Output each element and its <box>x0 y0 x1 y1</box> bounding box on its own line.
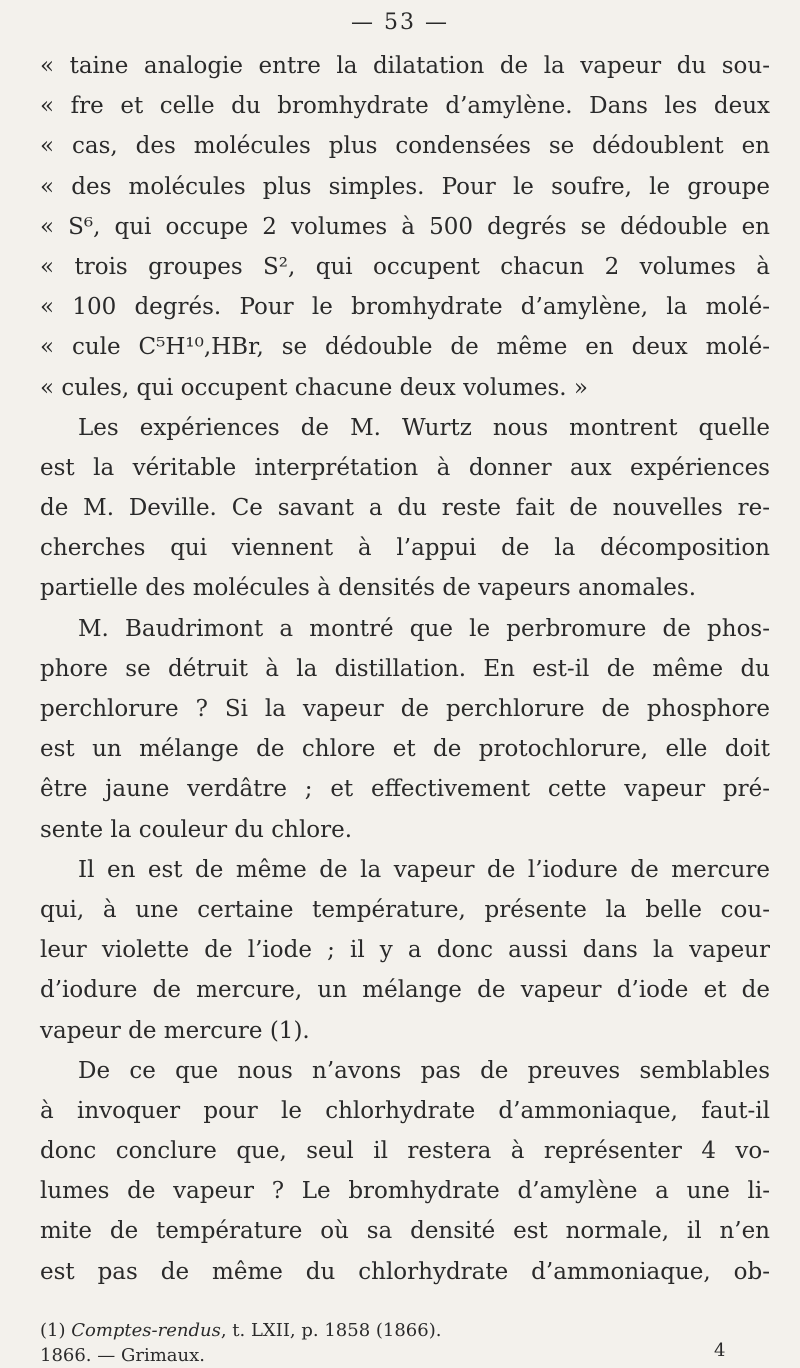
text-line: être jaune verdâtre ; et effectivement cette vapeur pré- <box>40 776 770 803</box>
text-line: est un mélange de chlore et de protochlorure, elle doit <box>40 736 770 763</box>
text-line: qui, à une certaine température, présente la belle cou- <box>40 896 770 923</box>
text-line: « 100 degrés. Pour le bromhydrate d’amylène, la molé- <box>40 294 770 321</box>
text-line: cherches qui viennent à l’appui de la décomposition <box>40 535 770 562</box>
text-line: de M. Deville. Ce savant a du reste fait de nouvelles re- <box>40 495 770 522</box>
text-line: « des molécules plus simples. Pour le soufre, le groupe <box>40 173 770 200</box>
footnote-line: 1866. — Grimaux. <box>40 1345 205 1366</box>
footnotes <box>40 1318 770 1368</box>
text-line: « taine analogie entre la dilatation de la vapeur du sou- <box>40 53 770 79</box>
text-line: mite de température où sa densité est normale, il n’en <box>40 1218 770 1245</box>
text-line: d’iodure de mercure, un mélange de vapeur d’iode et de <box>40 977 770 1004</box>
text-line: perchlorure ? Si la vapeur de perchlorure de phosphore <box>40 696 770 722</box>
text-line: Les expériences de M. Wurtz nous montrent quelle <box>78 414 770 441</box>
text-line: lumes de vapeur ? Le bromhydrate d’amylène a une li- <box>40 1178 770 1205</box>
text-line: « cas, des molécules plus condensées se dédoublent en <box>40 133 770 160</box>
text-line: « S⁶, qui occupe 2 volumes à 500 degrés se dédouble en <box>40 213 770 240</box>
signature-mark: 4 <box>714 1340 726 1361</box>
text-line: De ce que nous n’avons pas de preuves semblables <box>78 1057 770 1084</box>
text-line: vapeur de mercure (1). <box>40 1017 310 1044</box>
text-line: partielle des molécules à densités de vapeurs anomales. <box>40 575 697 602</box>
text-line: Il en est de même de la vapeur de l’iodure de mercure <box>78 856 770 883</box>
footnote-source-title: Comptes-rendus <box>71 1320 221 1341</box>
page-number: — 53 — <box>351 10 449 35</box>
text-line: sente la couleur du chlore. <box>40 816 353 843</box>
text-line: « fre et celle du bromhydrate d’amylène. Dans les deux <box>40 93 770 120</box>
body-text <box>40 46 770 1292</box>
text-line: donc conclure que, seul il restera à représenter 4 vo- <box>40 1138 770 1165</box>
text-line: M. Baudrimont a montré que le perbromure de phos- <box>78 615 770 642</box>
text-line: « cule C⁵H¹⁰,HBr, se dédouble de même en deux molé- <box>40 334 770 361</box>
text-line: « cules, qui occupent chacune deux volumes. » <box>40 374 588 401</box>
text-line: « trois groupes S², qui occupent chacun 2 volumes à <box>40 253 770 280</box>
text-line: est pas de même du chlorhydrate d’ammoniaque, ob- <box>40 1258 770 1285</box>
text-line: leur violette de l’iode ; il y a donc aussi dans la vapeur <box>40 937 770 964</box>
text-line: est la véritable interprétation à donner aux expériences <box>40 454 770 481</box>
footnote-line: (1) Comptes-rendus, t. LXII, p. 1858 (1866). <box>40 1320 442 1341</box>
text-line: à invoquer pour le chlorhydrate d’ammoniaque, faut-il <box>40 1097 770 1124</box>
text-line: phore se détruit à la distillation. En est-il de même du <box>40 655 770 682</box>
